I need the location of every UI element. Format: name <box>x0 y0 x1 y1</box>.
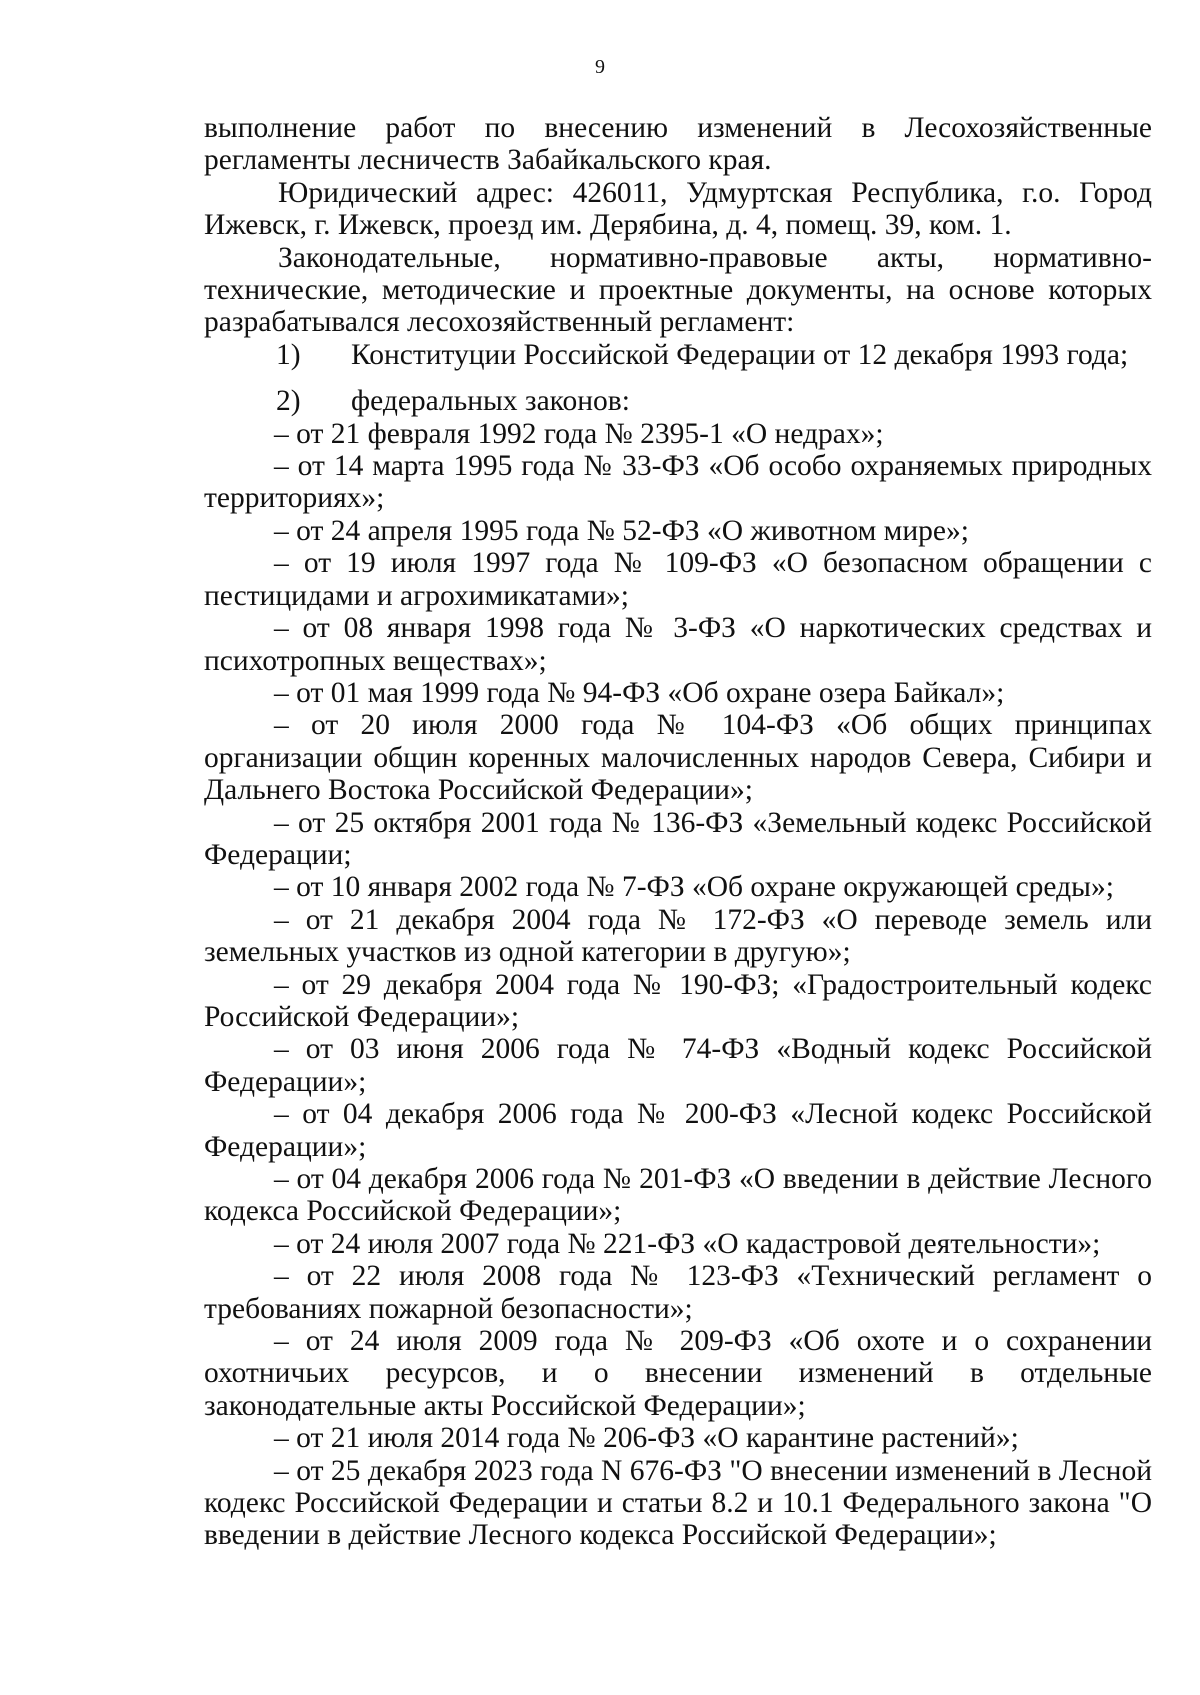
law-item: – от 24 июля 2009 года № 209-ФЗ «Об охоте и о сохранении охотничьих ресурсов, и о внесении изменений в отдельные законодательные акты Российской Федерации»; <box>204 1325 1152 1422</box>
law-item: – от 24 апреля 1995 года № 52-ФЗ «О животном мире»; <box>274 514 969 547</box>
numbered-item-2 <box>204 385 1152 417</box>
law-item: – от 21 декабря 2004 года № 172-ФЗ «О переводе земель или земельных участков из одной категории в другую»; <box>204 903 1152 969</box>
paragraph-purpose: выполнение работ по внесению изменений в Лесохозяйственные регламенты лесничеств Забайкальского края. <box>204 112 1152 177</box>
document-body <box>204 112 1152 1552</box>
law-item: – от 04 декабря 2006 года № 200-ФЗ «Лесной кодекс Российской Федерации»; <box>204 1098 1152 1163</box>
law-item: – от 19 июля 1997 года № 109-ФЗ «О безопасном обращении с пестицидами и агрохимикатами»; <box>204 547 1152 612</box>
law-item: – от 04 декабря 2006 года № 201-ФЗ «О введении в действие Лесного кодекса Российской Федерации»; <box>204 1163 1152 1228</box>
law-item: – от 24 июля 2007 года № 221-ФЗ «О кадастровой деятельности»; <box>274 1227 1101 1260</box>
item-number: 1) <box>276 338 301 371</box>
law-item: – от 08 января 1998 года № 3-ФЗ «О наркотических средствах и психотропных веществах»; <box>204 612 1152 677</box>
item-text: федеральных законов: <box>351 385 630 418</box>
law-item: – от 21 февраля 1992 года № 2395-1 «О недрах»; <box>274 417 884 450</box>
page-number: 9 <box>595 56 605 78</box>
law-item: – от 25 декабря 2023 года N 676-ФЗ "О внесении изменений в Лесной кодекс Российской Федерации и статьи 8.2 и 10.1 Федерального закона "О введении в действие Лесного кодекса Российской Федерации»; <box>204 1454 1152 1552</box>
law-item: – от 14 марта 1995 года № 33-ФЗ «Об особо охраняемых природных территориях»; <box>204 450 1152 515</box>
paragraph-legal-address: Юридический адрес: 426011, Удмуртская Республика, г.о. Город Ижевск, г. Ижевск, проезд им. Дерябина, д. 4, помещ. 39, ком. 1. <box>204 176 1152 242</box>
law-item: – от 29 декабря 2004 года № 190-ФЗ; «Градостроительный кодекс Российской Федерации»; <box>204 968 1152 1033</box>
item-number: 2) <box>276 385 301 418</box>
paragraph-legal-basis-intro: Законодательные, нормативно-правовые акты, нормативно-технические, методические и проектные документы, на основе которых разрабатывался лесохозяйственный регламент: <box>204 241 1152 339</box>
law-item: – от 03 июня 2006 года № 74-ФЗ «Водный кодекс Российской Федерации»; <box>204 1033 1152 1098</box>
item-text: Конституции Российской Федерации от 12 декабря 1993 года; <box>351 338 1129 371</box>
law-item: – от 21 июля 2014 года № 206-ФЗ «О карантине растений»; <box>274 1422 1019 1455</box>
law-item: – от 25 октября 2001 года № 136-ФЗ «Земельный кодекс Российской Федерации; <box>204 806 1152 871</box>
law-item: – от 20 июля 2000 года № 104-ФЗ «Об общих принципах организации общин коренных малочисленных народов Севера, Сибири и Дальнего Востока Российской Федерации»; <box>204 709 1152 807</box>
law-item: – от 01 мая 1999 года № 94-ФЗ «Об охране озера Байкал»; <box>274 676 1005 709</box>
law-item: – от 10 января 2002 года № 7-ФЗ «Об охране окружающей среды»; <box>274 871 1114 904</box>
law-item: – от 22 июля 2008 года № 123-ФЗ «Технический регламент о требованиях пожарной безопасности»; <box>204 1260 1152 1325</box>
numbered-item-1 <box>204 339 1152 371</box>
